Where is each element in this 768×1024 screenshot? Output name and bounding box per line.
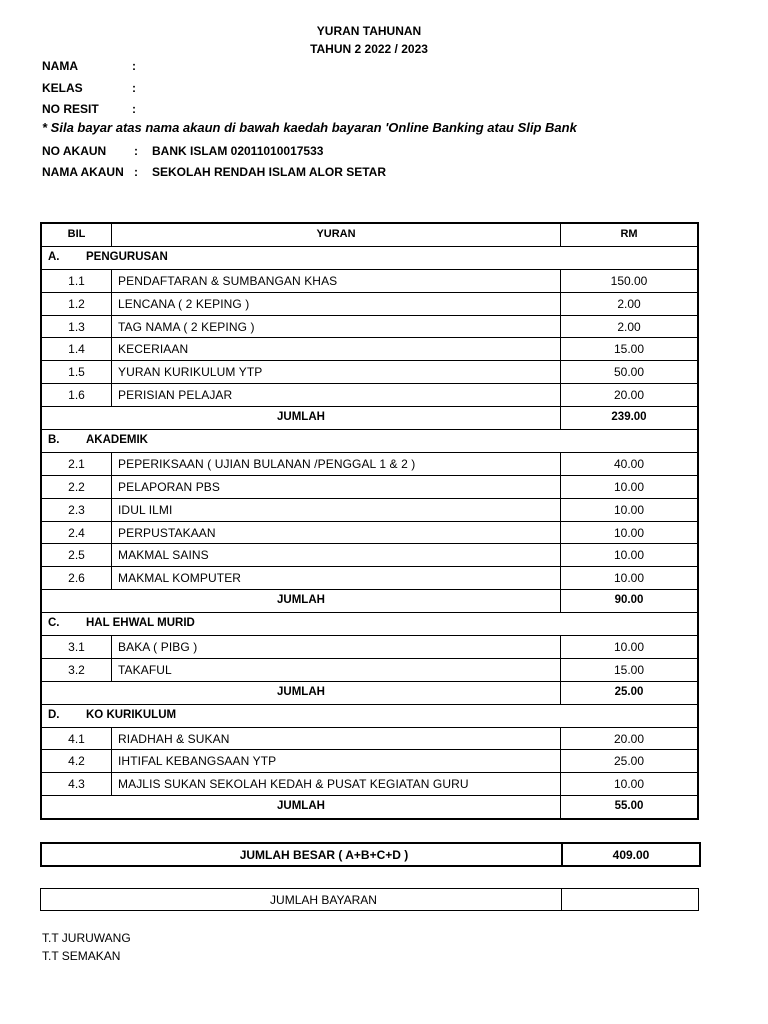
section-heading — [41, 613, 698, 636]
fee-bil: 2.2 — [41, 475, 112, 498]
header-bil: BIL — [41, 223, 112, 246]
fee-amount: 15.00 — [561, 338, 699, 361]
fee-amount: 10.00 — [561, 636, 699, 659]
section-total-row — [41, 407, 698, 430]
fee-yuran: YURAN KURIKULUM YTP — [112, 361, 561, 384]
section-name: HAL EHWAL MURID — [86, 617, 195, 630]
fee-yuran: PELAPORAN PBS — [112, 475, 561, 498]
fee-row — [41, 521, 698, 544]
field-nama — [42, 59, 136, 73]
fee-bil: 2.3 — [41, 498, 112, 521]
fee-yuran: KECERIAAN — [112, 338, 561, 361]
section-total-value: 55.00 — [561, 796, 699, 819]
field-colon: : — [132, 59, 136, 73]
fee-row — [41, 269, 698, 292]
fee-row — [41, 338, 698, 361]
fee-yuran: IHTIFAL KEBANGSAAN YTP — [112, 750, 561, 773]
grand-total-box — [40, 842, 701, 867]
fee-row — [41, 292, 698, 315]
fee-table — [40, 222, 699, 820]
signature-semakan: T.T SEMAKAN — [42, 949, 121, 963]
field-colon: : — [132, 102, 136, 116]
fee-yuran: PERISIAN PELAJAR — [112, 384, 561, 407]
fee-bil: 1.4 — [41, 338, 112, 361]
section-total-value: 239.00 — [561, 407, 699, 430]
field-no-resit — [42, 102, 136, 116]
account-colon: : — [134, 165, 138, 179]
payment-total-label: JUMLAH BAYARAN — [41, 889, 562, 910]
fee-row — [41, 361, 698, 384]
payment-note: * Sila bayar atas nama akaun di bawah kaedah bayaran 'Online Banking atau Slip Bank — [42, 120, 577, 135]
field-no-resit-label: NO RESIT — [42, 102, 99, 116]
fee-bil: 4.1 — [41, 727, 112, 750]
section-total-label: JUMLAH — [41, 407, 561, 430]
fee-row — [41, 452, 698, 475]
fee-row — [41, 567, 698, 590]
fee-amount: 10.00 — [561, 773, 699, 796]
fee-amount: 25.00 — [561, 750, 699, 773]
fee-amount: 10.00 — [561, 567, 699, 590]
fee-row — [41, 750, 698, 773]
fee-bil: 4.3 — [41, 773, 112, 796]
field-nama-label: NAMA — [42, 59, 78, 73]
fee-bil: 1.2 — [41, 292, 112, 315]
fee-row — [41, 658, 698, 681]
fee-amount: 2.00 — [561, 292, 699, 315]
section-heading — [41, 704, 698, 727]
fee-yuran: PEPERIKSAAN ( UJIAN BULANAN /PENGGAL 1 & 2 ) — [112, 452, 561, 475]
fee-bil: 2.5 — [41, 544, 112, 567]
account-number-value: BANK ISLAM 02011010017533 — [152, 144, 324, 158]
document-subtitle: TAHUN 2 2022 / 2023 — [310, 42, 428, 56]
fee-bil: 3.1 — [41, 636, 112, 659]
account-colon: : — [134, 144, 138, 158]
account-number-label: NO AKAUN — [42, 144, 107, 158]
fee-amount: 50.00 — [561, 361, 699, 384]
grand-total-value: 409.00 — [612, 847, 650, 862]
section-name: AKADEMIK — [86, 434, 148, 447]
fee-bil: 2.4 — [41, 521, 112, 544]
fee-row — [41, 773, 698, 796]
account-name-value: SEKOLAH RENDAH ISLAM ALOR SETAR — [152, 165, 386, 179]
section-total-label: JUMLAH — [41, 681, 561, 704]
fee-bil: 1.5 — [41, 361, 112, 384]
fee-yuran: MAJLIS SUKAN SEKOLAH KEDAH & PUSAT KEGIATAN GURU — [112, 773, 561, 796]
fee-yuran: IDUL ILMI — [112, 498, 561, 521]
fee-bil: 1.6 — [41, 384, 112, 407]
fee-yuran: MAKMAL KOMPUTER — [112, 567, 561, 590]
fee-bil: 2.1 — [41, 452, 112, 475]
fee-amount: 40.00 — [561, 452, 699, 475]
fee-yuran: TAG NAMA ( 2 KEPING ) — [112, 315, 561, 338]
header-rm: RM — [561, 223, 699, 246]
field-kelas — [42, 81, 136, 95]
header-yuran: YURAN — [112, 223, 561, 246]
section-name: KO KURIKULUM — [86, 708, 177, 721]
document-title: YURAN TAHUNAN — [316, 24, 422, 38]
section-row — [41, 704, 698, 727]
fee-row — [41, 544, 698, 567]
section-total-row — [41, 796, 698, 819]
section-heading — [41, 430, 698, 453]
fee-row — [41, 498, 698, 521]
fee-yuran: RIADHAH & SUKAN — [112, 727, 561, 750]
fee-bil: 3.2 — [41, 658, 112, 681]
field-colon: : — [132, 81, 136, 95]
section-letter: B. — [48, 434, 60, 447]
fee-table-body — [41, 246, 698, 819]
section-row — [41, 430, 698, 453]
section-total-row — [41, 681, 698, 704]
grand-total-label: JUMLAH BESAR ( A+B+C+D ) — [42, 844, 563, 865]
fee-row — [41, 384, 698, 407]
account-number-row — [42, 144, 323, 158]
fee-amount: 2.00 — [561, 315, 699, 338]
fee-amount: 15.00 — [561, 658, 699, 681]
section-name: PENGURUSAN — [86, 251, 168, 264]
fee-yuran: LENCANA ( 2 KEPING ) — [112, 292, 561, 315]
fee-yuran: PENDAFTARAN & SUMBANGAN KHAS — [112, 269, 561, 292]
fee-bil: 1.3 — [41, 315, 112, 338]
section-total-label: JUMLAH — [41, 590, 561, 613]
fee-amount: 10.00 — [561, 475, 699, 498]
fee-amount: 10.00 — [561, 498, 699, 521]
section-total-label: JUMLAH — [41, 796, 561, 819]
fee-yuran: MAKMAL SAINS — [112, 544, 561, 567]
fee-row — [41, 475, 698, 498]
fee-yuran: PERPUSTAKAAN — [112, 521, 561, 544]
fee-bil: 1.1 — [41, 269, 112, 292]
signature-juruwang: T.T JURUWANG — [42, 931, 131, 945]
fee-amount: 10.00 — [561, 544, 699, 567]
fee-bil: 2.6 — [41, 567, 112, 590]
section-total-value: 25.00 — [561, 681, 699, 704]
account-name-row — [42, 165, 386, 179]
section-letter: A. — [48, 251, 60, 264]
section-total-row — [41, 590, 698, 613]
section-row — [41, 246, 698, 269]
fee-row — [41, 636, 698, 659]
section-letter: C. — [48, 617, 60, 630]
fee-amount: 20.00 — [561, 727, 699, 750]
fee-row — [41, 727, 698, 750]
fee-yuran: BAKA ( PIBG ) — [112, 636, 561, 659]
fee-amount: 20.00 — [561, 384, 699, 407]
section-letter: D. — [48, 708, 60, 721]
section-row — [41, 613, 698, 636]
payment-total-box — [40, 888, 699, 911]
payment-total-value — [562, 889, 698, 910]
fee-amount: 150.00 — [561, 269, 699, 292]
fee-yuran: TAKAFUL — [112, 658, 561, 681]
fee-bil: 4.2 — [41, 750, 112, 773]
section-heading — [41, 246, 698, 269]
fee-amount: 10.00 — [561, 521, 699, 544]
fee-row — [41, 315, 698, 338]
account-name-label: NAMA AKAUN — [42, 165, 124, 179]
field-kelas-label: KELAS — [42, 81, 83, 95]
section-total-value: 90.00 — [561, 590, 699, 613]
fee-table-header — [41, 223, 698, 246]
